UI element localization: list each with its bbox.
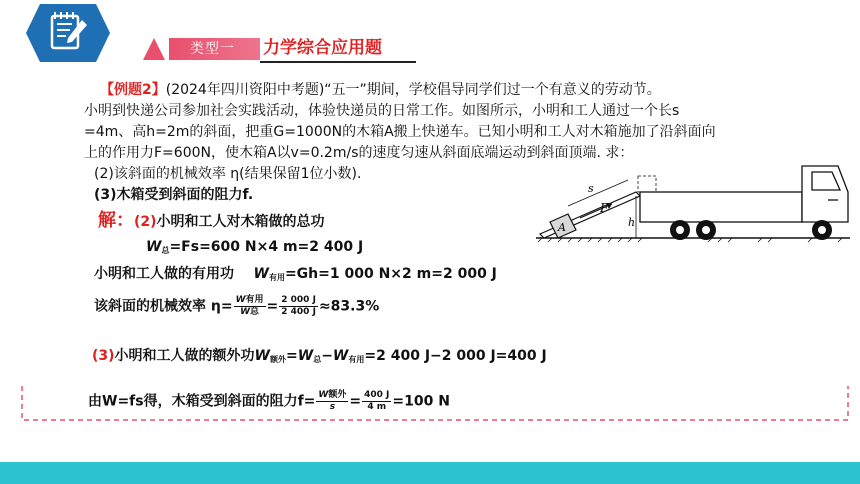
notepad-logo-icon	[22, 2, 114, 64]
problem-line-3: =4m、高h=2m的斜面，把重G=1000N的木箱A搬上快递车。已知小明和工人对木箱施加了沿斜面向	[84, 124, 716, 140]
eq-efficiency: 该斜面的机械效率 η= $\frac{\text{W有用}}{\text{W总}}$ = $\frac{2 000 J}{2 400 J}$ ≈83.3%	[94, 295, 380, 317]
example-label: 例题2	[114, 82, 152, 98]
problem-line-2: 小明到快递公司参加社会实践活动，体验快递员的日常工作。如图所示，小明和工人通过一个长s	[84, 103, 680, 119]
eq-total-work: $W_总=Fs=600$ N×4 m=2 400 J	[146, 239, 364, 255]
part-2-mark: (2)	[134, 214, 157, 230]
section-title: 力学综合应用题	[263, 38, 382, 58]
incline-truck-diagram	[532, 158, 852, 250]
bracket-close: 】	[151, 82, 166, 98]
truck	[640, 166, 848, 222]
problem-text-1: (2024年四川资阳中考题)“五一”期间，学校倡导同学们过一个有意义的劳动节。	[165, 82, 661, 98]
question-2: (2)该斜面的机械效率 η(结果保留1位小数).	[94, 166, 362, 182]
bottom-bar	[0, 462, 860, 484]
eq-extra-work: (3)小明和工人做的额外功$W_{额外}=W_总-W_{有用}=2$ 400 J−2 000 J=400 J	[92, 348, 547, 364]
title-underline	[260, 61, 416, 63]
part-3-mark: (3)	[92, 348, 115, 364]
part-2-text: 小明和工人对木箱做的总功	[156, 214, 325, 230]
eq-friction: 由W=fs得，木箱受到斜面的阻力f= $\frac{\text{W额外}}{s}$ = $\frac{400 J}{4 m}$ =100 N	[88, 390, 450, 412]
question-3: (3)木箱受到斜面的阻力f.	[94, 187, 254, 203]
eq-useful-work: 小明和工人做的有用功 $W_{有用}=Gh=1$ 000 N×2 m=2 000 J	[94, 266, 497, 282]
label-f: F	[600, 201, 609, 215]
problem-line-4: 上的作用力F=600N，使木箱A以v=0.2m/s的速度匀速从斜面底端运动到斜面顶端. 求：	[84, 145, 634, 161]
type-tag-label: 类型一	[190, 41, 235, 57]
bracket-open: 【	[100, 82, 114, 98]
solution-jie: 解：	[98, 210, 134, 231]
solution-part-2-header	[98, 211, 325, 232]
label-s: s	[588, 182, 594, 195]
label-a: A	[558, 221, 566, 234]
label-h: h	[628, 216, 636, 229]
problem-line-1	[100, 80, 661, 100]
truck-wheels	[670, 220, 832, 240]
